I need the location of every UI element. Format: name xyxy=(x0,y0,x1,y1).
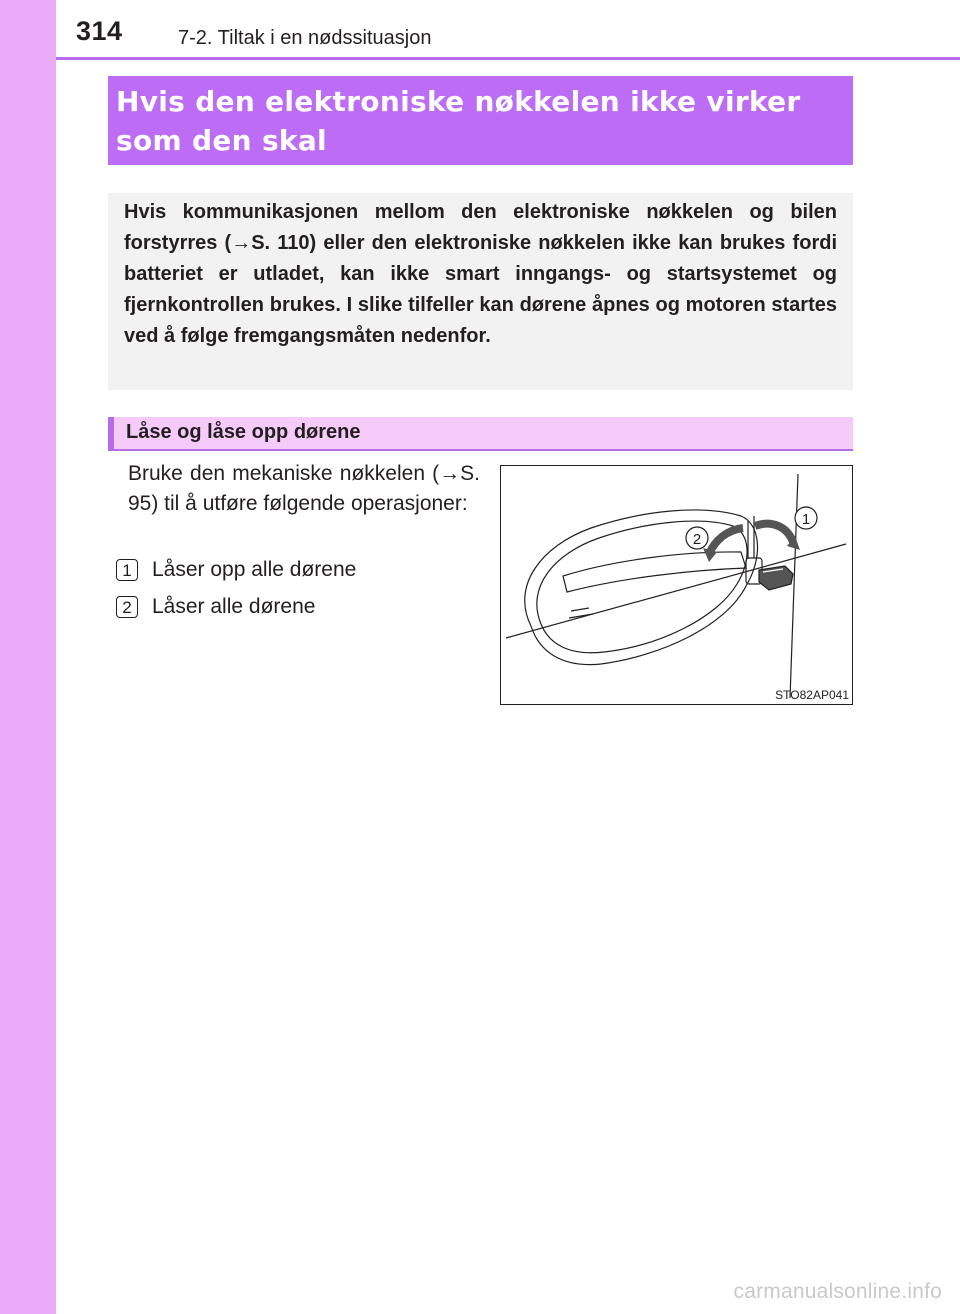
step-label: Låser opp alle dørene xyxy=(152,558,357,581)
handle-mark xyxy=(571,608,589,611)
intro-text: Hvis kommunikasjonen mellom den elektroniske nøkkelen og bilen forstyrres (→S. 110) eller den elektroniske nøkkelen ikke kan brukes fordi batteriet er utladet, kan ikke smart inngangs- og startsystemet og fjernkontrollen brukes. I slike tilfeller kan dørene åpnes og motoren startes ved å følge fremgangsmåten nedenfor. xyxy=(124,201,837,347)
step-label: Låser alle dørene xyxy=(152,595,316,618)
chapter-title: 7-2. Tiltak i en nødssituasjon xyxy=(178,27,432,49)
door-handle-drawing xyxy=(501,466,852,704)
header-rule xyxy=(56,57,960,60)
side-strip xyxy=(0,0,56,1314)
step-number-badge: 1 xyxy=(116,559,138,581)
section-body-text: Bruke den mekaniske nøkkelen (→S. 95) til å utføre følgende operasjoner: xyxy=(128,462,480,515)
page-title: Hvis den elektroniske nøkkelen ikke virker som den skal xyxy=(116,85,801,157)
intro-box xyxy=(108,193,853,390)
step-number-badge: 2 xyxy=(116,596,138,618)
section-heading-text: Låse og låse opp dørene xyxy=(126,421,361,443)
title-banner xyxy=(108,76,853,165)
callout-number: 2 xyxy=(692,531,702,548)
watermark: carmanualsonline.info xyxy=(733,1280,942,1303)
page-number: 314 xyxy=(76,16,123,46)
callout-number: 1 xyxy=(801,511,811,528)
unlock-arrow xyxy=(755,524,793,542)
lock-arrow xyxy=(709,528,743,554)
step-unlock xyxy=(116,556,356,584)
door-handle-illustration xyxy=(500,465,853,705)
handle-bar xyxy=(563,552,746,592)
figure-code: STO82AP041 xyxy=(775,688,849,702)
door-edge-line xyxy=(790,474,798,698)
step-lock xyxy=(116,593,315,621)
section-heading xyxy=(108,417,853,451)
